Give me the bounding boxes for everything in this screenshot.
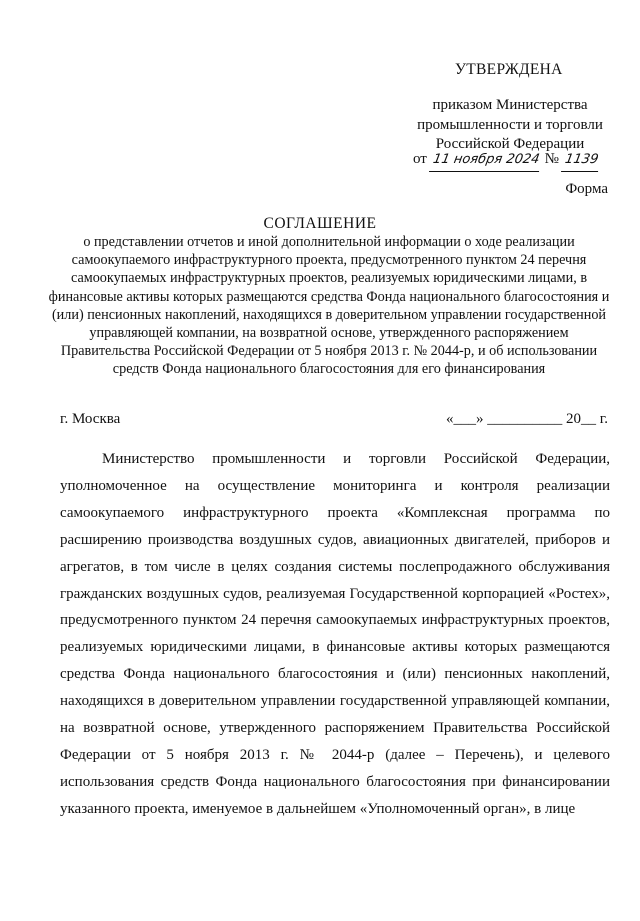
approved-line-3: Российской Федерации bbox=[435, 136, 585, 152]
date-template: «___» __________ 20__ г. bbox=[446, 411, 608, 427]
form-label: Форма bbox=[565, 181, 608, 197]
approved-line-2: промышленности и торговли bbox=[417, 117, 603, 133]
body-paragraph: Министерство промышленности и торговли Российской Федерации, уполномоченное на осуществление мониторинга и контроля реализации самоокупаемого инфраструктурного проекта «Комплексная программа по расширению производства воздушных судов, авиационных двигателей, приборов и агрегатов, в том числе в целях создания системы послепродажного обслуживания гражданских воздушных судов, реализуемая Государственной корпорацией «Ростех», предусмотренного пунктом 24 перечня самоокупаемых инфраструктурных проектов, реализуемых юридическими лицами, в финансовые активы которых размещаются средства Фонда национального благосостояния и (или) пенсионных накоплений, находящихся в доверительном управлении государственной управляющей компании, на возвратной основе, утвержденного распоряжением Правительства Российской Федерации от 5 ноября 2013 г. № 2044-р (далее – Перечень), и целевого использования средств Фонда национального благосостояния при финансировании указанного проекта, именуемое в дальнейшем «Уполномоченный орган», в лице bbox=[60, 451, 610, 817]
order-date-handwritten: 11 ноября 2024 bbox=[429, 149, 543, 172]
approved-line-1: приказом Министерства bbox=[432, 97, 588, 113]
agreement-subtitle: о представлении отчетов и иной дополнительной информации о ходе реализации самоокупаемого инфраструктурного проекта, предусмотренного пунктом 24 перечня самоокупаемых инфраструктурных проектов, реализуемых юридическими лицами, в финансовые активы которых размещаются средства Фонда национального благосостояния и (или) пенсионных накоплений, находящихся в доверительном управлении государственной управляющей компании, на возвратной основе, утвержденного распоряжением Правительства Российской Федерации от 5 ноября 2013 г. № 2044-р, и об использовании средств Фонда национального благосостояния для его финансирования bbox=[48, 234, 610, 378]
order-prefix: от bbox=[413, 151, 427, 167]
approved-title: УТВЕРЖДЕНА bbox=[455, 61, 563, 78]
place-city: г. Москва bbox=[60, 411, 121, 427]
agreement-title: СОГЛАШЕНИЕ bbox=[263, 215, 377, 232]
order-number-prefix: № bbox=[544, 151, 559, 167]
order-line bbox=[413, 148, 600, 172]
place-date-row bbox=[60, 411, 608, 428]
order-number-handwritten: 1139 bbox=[561, 149, 602, 172]
